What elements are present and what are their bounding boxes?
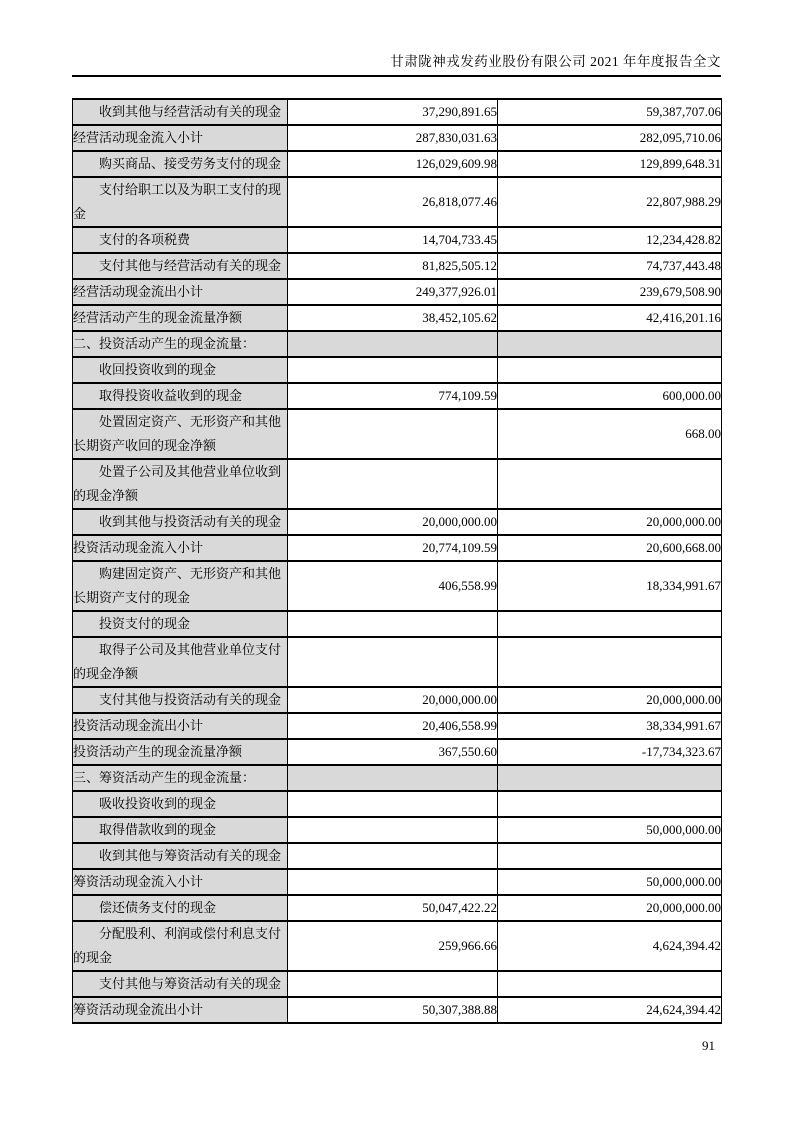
row-label: 收到其他与经营活动有关的现金 [73,99,288,125]
row-label: 二、投资活动产生的现金流量： [73,331,288,357]
row-label: 投资活动现金流出小计 [73,713,288,739]
page-content [72,0,721,1024]
row-value-current-period: 406,558.99 [288,561,498,611]
row-value-current-period [288,611,498,637]
table-row [73,535,722,561]
table-row [73,869,722,895]
table-row [73,409,722,459]
row-value-current-period: 81,825,505.12 [288,253,498,279]
row-label: 收到其他与投资活动有关的现金 [73,509,288,535]
row-label: 取得投资收益收到的现金 [73,383,288,409]
table-row [73,895,722,921]
row-value-current-period: 26,818,077.46 [288,177,498,227]
row-label: 收回投资收到的现金 [73,357,288,383]
row-label: 筹资活动现金流出小计 [73,997,288,1023]
table-row [73,279,722,305]
table-row [73,637,722,687]
row-value-current-period [288,331,498,357]
table-row [73,817,722,843]
row-label: 支付的各项税费 [73,227,288,253]
row-value-prior-period [498,765,722,791]
table-row [73,997,722,1023]
row-value-prior-period [498,331,722,357]
row-value-prior-period: 129,899,648.31 [498,151,722,177]
table-row [73,357,722,383]
section-header-row [73,331,722,357]
row-label: 三、筹资活动产生的现金流量： [73,765,288,791]
row-value-prior-period: 22,807,988.29 [498,177,722,227]
table-row [73,253,722,279]
row-label: 支付其他与经营活动有关的现金 [73,253,288,279]
row-label: 处置子公司及其他营业单位收到的现金净额 [73,459,288,509]
row-label: 购建固定资产、无形资产和其他长期资产支付的现金 [73,561,288,611]
row-label: 经营活动现金流出小计 [73,279,288,305]
row-value-current-period: 20,774,109.59 [288,535,498,561]
table-row [73,687,722,713]
table-row [73,921,722,971]
row-value-current-period: 259,966.66 [288,921,498,971]
report-header-title: 甘肃陇神戎发药业股份有限公司 2021 年年度报告全文 [390,54,721,69]
row-value-prior-period: 20,000,000.00 [498,895,722,921]
row-value-prior-period: -17,734,323.67 [498,739,722,765]
row-value-current-period [288,817,498,843]
row-value-prior-period: 18,334,991.67 [498,561,722,611]
row-value-prior-period: 4,624,394.42 [498,921,722,971]
row-label: 处置固定资产、无形资产和其他长期资产收回的现金净额 [73,409,288,459]
row-value-prior-period [498,611,722,637]
row-value-current-period: 37,290,891.65 [288,99,498,125]
row-value-current-period [288,843,498,869]
row-label: 筹资活动现金流入小计 [73,869,288,895]
row-value-prior-period: 12,234,428.82 [498,227,722,253]
row-value-prior-period [498,357,722,383]
table-row [73,713,722,739]
row-label: 偿还债务支付的现金 [73,895,288,921]
row-value-current-period [288,409,498,459]
row-value-current-period: 287,830,031.63 [288,125,498,151]
page-number: 91 [702,1038,715,1053]
row-label: 支付给职工以及为职工支付的现金 [73,177,288,227]
row-value-current-period [288,765,498,791]
row-value-current-period: 249,377,926.01 [288,279,498,305]
row-value-prior-period: 42,416,201.16 [498,305,722,331]
row-value-prior-period: 24,624,394.42 [498,997,722,1023]
row-value-current-period: 774,109.59 [288,383,498,409]
row-label: 取得借款收到的现金 [73,817,288,843]
row-label: 投资活动现金流入小计 [73,535,288,561]
row-value-prior-period: 600,000.00 [498,383,722,409]
table-row [73,739,722,765]
row-value-prior-period: 20,000,000.00 [498,509,722,535]
row-value-current-period: 20,406,558.99 [288,713,498,739]
row-value-prior-period [498,971,722,997]
row-value-prior-period: 282,095,710.06 [498,125,722,151]
row-value-current-period [288,459,498,509]
table-row [73,611,722,637]
table-row [73,99,722,125]
cash-flow-table [72,98,722,1024]
row-label: 收到其他与筹资活动有关的现金 [73,843,288,869]
row-value-current-period [288,791,498,817]
table-row [73,791,722,817]
table-row [73,383,722,409]
table-row [73,971,722,997]
row-label: 经营活动产生的现金流量净额 [73,305,288,331]
row-label: 投资活动产生的现金流量净额 [73,739,288,765]
row-value-prior-period [498,459,722,509]
row-value-current-period: 38,452,105.62 [288,305,498,331]
row-value-current-period [288,971,498,997]
row-label: 投资支付的现金 [73,611,288,637]
row-label: 购买商品、接受劳务支付的现金 [73,151,288,177]
row-label: 支付其他与投资活动有关的现金 [73,687,288,713]
row-label: 吸收投资收到的现金 [73,791,288,817]
section-header-row [73,765,722,791]
row-value-current-period [288,357,498,383]
table-row [73,177,722,227]
table-row [73,459,722,509]
header-divider [72,75,721,77]
table-row [73,843,722,869]
row-value-prior-period: 20,600,668.00 [498,535,722,561]
row-value-prior-period [498,843,722,869]
row-value-current-period: 367,550.60 [288,739,498,765]
table-row [73,509,722,535]
row-value-current-period: 20,000,000.00 [288,509,498,535]
table-row [73,125,722,151]
row-value-current-period [288,869,498,895]
table-row [73,227,722,253]
table-row [73,561,722,611]
table-row [73,151,722,177]
row-value-prior-period: 50,000,000.00 [498,817,722,843]
row-label: 支付其他与筹资活动有关的现金 [73,971,288,997]
row-value-prior-period [498,791,722,817]
row-value-prior-period [498,637,722,687]
row-label: 取得子公司及其他营业单位支付的现金净额 [73,637,288,687]
row-value-prior-period: 38,334,991.67 [498,713,722,739]
row-value-prior-period: 74,737,443.48 [498,253,722,279]
row-value-prior-period: 668.00 [498,409,722,459]
row-value-current-period: 14,704,733.45 [288,227,498,253]
row-value-current-period: 20,000,000.00 [288,687,498,713]
table-row [73,305,722,331]
row-label: 分配股利、利润或偿付利息支付的现金 [73,921,288,971]
row-value-current-period: 50,307,388.88 [288,997,498,1023]
row-value-current-period: 50,047,422.22 [288,895,498,921]
row-value-prior-period: 239,679,508.90 [498,279,722,305]
row-label: 经营活动现金流入小计 [73,125,288,151]
row-value-prior-period: 20,000,000.00 [498,687,722,713]
row-value-current-period [288,637,498,687]
row-value-prior-period: 59,387,707.06 [498,99,722,125]
row-value-prior-period: 50,000,000.00 [498,869,722,895]
cash-flow-table-body [73,99,722,1023]
row-value-current-period: 126,029,609.98 [288,151,498,177]
